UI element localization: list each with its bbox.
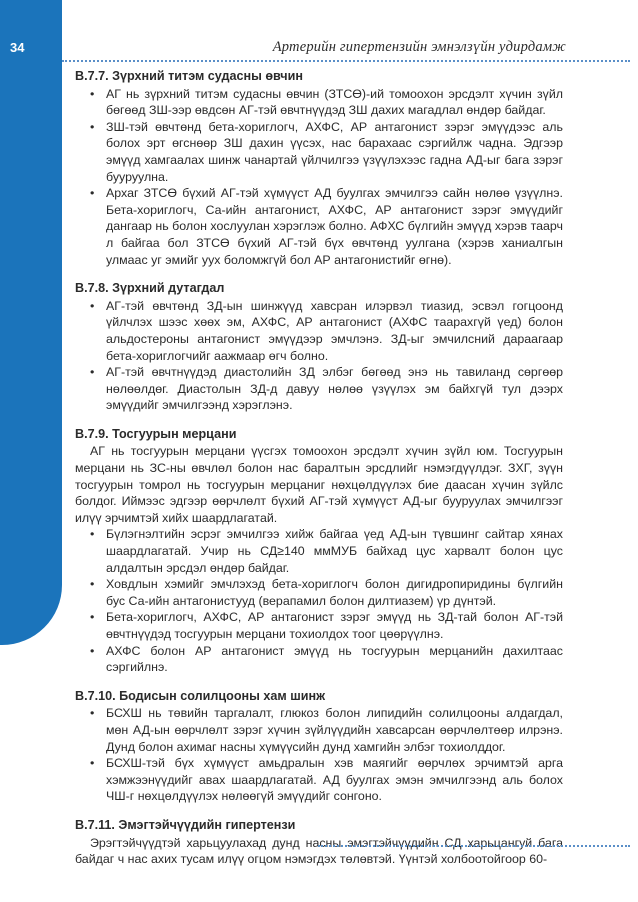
section-coronary — [75, 68, 563, 268]
bullet-item: • Ховдлын хэмийг эмчлэхэд бета-хориглогч болон дигидропиридины бүлгийн бус Са-ийн антагонистууд (верапамил болон дилтиазем) үр дүнтэй. — [90, 576, 563, 609]
bullet-item: • АГ-тэй өвчтөнд ЗД-ын шинжүүд хавсран илэрвэл тиазид, эсвэл гогцоонд үйлчлэх шээс хөөх эм, АХФС, АР антагонист (АХФС таарахгүй үед) болон альдостероны антагонист эмүүдээр эмчлэнэ. ЗД-ыг эмчилсний дараагаар бета-хориглогчийг аажмаар өгч болно. — [90, 298, 563, 364]
section-atrial-fibrillation — [75, 426, 563, 676]
section-heading: В.7.7. Зүрхний титэм судасны өвчин — [75, 69, 303, 83]
footer-divider — [318, 845, 630, 847]
bullet-list — [75, 298, 563, 414]
section-heart-failure — [75, 280, 563, 414]
bullet-item: • АГ нь зүрхний титэм судасны өвчин (ЗТСӨ)-ий томоохон эрсдэлт хүчин зүйл бөгөөд ЗШ-ээр өвдсөн АГ-тэй өвчтнүүдэд ЗШ дахих магадлал өндөр байдаг. — [90, 86, 563, 119]
section-women-hypertension — [75, 817, 563, 868]
bullet-list — [75, 526, 563, 675]
page-number: 34 — [10, 40, 25, 55]
bullet-item: • Бүлэгнэлтийн эсрэг эмчилгээ хийж байгаа үед АД-ын түвшинг сайтар хянах шаардлагатай. Учир нь СД≥140 ммМУБ байхад цус харвалт болон цус алдалтын эрсдэл өндөр байдаг. — [90, 526, 563, 576]
bullet-item: • БСХШ нь төвийн таргалалт, глюкоз болон липидийн солилцооны алдагдал, мөн АД-ын өөрчлөлт зэрэг хүчин зүйлүүдийн хавсарсан өөрчлөлтөөр илрэнэ. Дунд болон ахимаг насны хүмүүсийн дунд хамгийн элбэг тохиолддог. — [90, 705, 563, 755]
bullet-item: • ЗШ-тэй өвчтөнд бета-хориглогч, АХФС, АР антагонист зэрэг эмүүдээс аль болох эрт өгснөөр ЗШ дахин үүсэх, нас барахаас сэргийлж чадна. Эдгээр эмүүд хамгаалах шинж чанартай үйлчилгээ үзүүлэхээс гадна АД-ыг бага зэрэг бууруулна. — [90, 119, 563, 185]
bullet-list — [75, 705, 563, 805]
header-divider — [62, 60, 630, 62]
bullet-item: • Бета-хориглогч, АХФС, АР антагонист зэрэг эмүүд нь ЗД-тай болон АГ-тэй өвчтнүүдэд тосгуурын мерцани тохиолдох тоог цөөрүүлнэ. — [90, 609, 563, 642]
section-metabolic-syndrome — [75, 688, 563, 805]
bullet-item: • АХФС болон АР антагонист эмүүд нь тосгуурын мерцанийн дахилтаас сэргийлнэ. — [90, 643, 563, 676]
page-body — [75, 68, 563, 880]
section-paragraph: Эрэгтэйчүүдтэй харьцуулахад дунд насны эмэгтэйчүүдийн СД харьцангуй бага байдаг ч нас ахих тусам илүү огцом нэмэгдэх төлөвтэй. Үүнтэй холбоотойгоор 60- — [75, 835, 563, 867]
section-heading: В.7.10. Бодисын солилцооны хам шинж — [75, 688, 325, 703]
bullet-list — [75, 86, 563, 269]
section-heading: В.7.8. Зүрхний дутагдал — [75, 281, 225, 296]
section-heading: В.7.11. Эмэгтэйчүүдийн гипертензи — [75, 817, 296, 832]
running-title: Артерийн гипертензийн эмнэлзүйн удирдамж — [272, 39, 566, 55]
section-heading: В.7.9. Тосгуурын мерцани — [75, 426, 237, 441]
bullet-item: • БСХШ-тэй бүх хүмүүст амьдралын хэв маягийг өөрчлөх эрчимтэй арга хэмжээнүүдийг авах шаардлагатай. АД буулгах эмэн эмчилгээнд аль болох ЧШ-г нөхцөлдүүлэх нөлөөгүй эмүүдийг сонгоно. — [90, 755, 563, 805]
section-paragraph: АГ нь тосгуурын мерцани үүсгэх томоохон эрсдэлт хүчин зүйл юм. Тосгуурын мерцани нь ЗС-ны өвчлөл болон нас баралтын эрсдлийг нэмэгдүүлдэг. ЗХГ, зүүн тосгуурын томрол нь тосгуурын мерцаниг нөхцөлдүүлэх бие даасан хүчин зүйлс болдог. Иймээс эдгээр өөрчлөлт бүхий АГ-тэй хүмүүст АД-ыг бууруулах эмчилгээг илүү эрчимтэй хийх шаардлагатай. — [75, 444, 563, 525]
left-color-band — [0, 0, 62, 645]
bullet-item: • Архаг ЗТСӨ бүхий АГ-тэй хүмүүст АД буулгах эмчилгээ сайн нөлөө үзүүлнэ. Бета-хориглогч, Са-ийн антагонист, АХФС, АР антагонист зэрэг эмүүдийг дангаар нь болон хослуулан хэрэглэж болно. АФХС бүлгийн эмүүд хэрэв таарч л байгаа бол ЗТСӨ бүхий АГ-тэй бүх өвчтөнд уулгана (хэрэв ханиалгын улмаас уг эмийг уух боломжгүй бол АР антагонистийг өгнө). — [90, 185, 563, 268]
bullet-item: • АГ-тэй өвчтнүүдэд диастолийн ЗД элбэг бөгөөд энэ нь тавиланд сөргөөр нөлөөлдөг. Диастолын ЗД-д давуу нөлөө үзүүлэх эм байхгүй тул дээрх эмүүдийг эмчилгээнд хэрэглэнэ. — [90, 364, 563, 414]
